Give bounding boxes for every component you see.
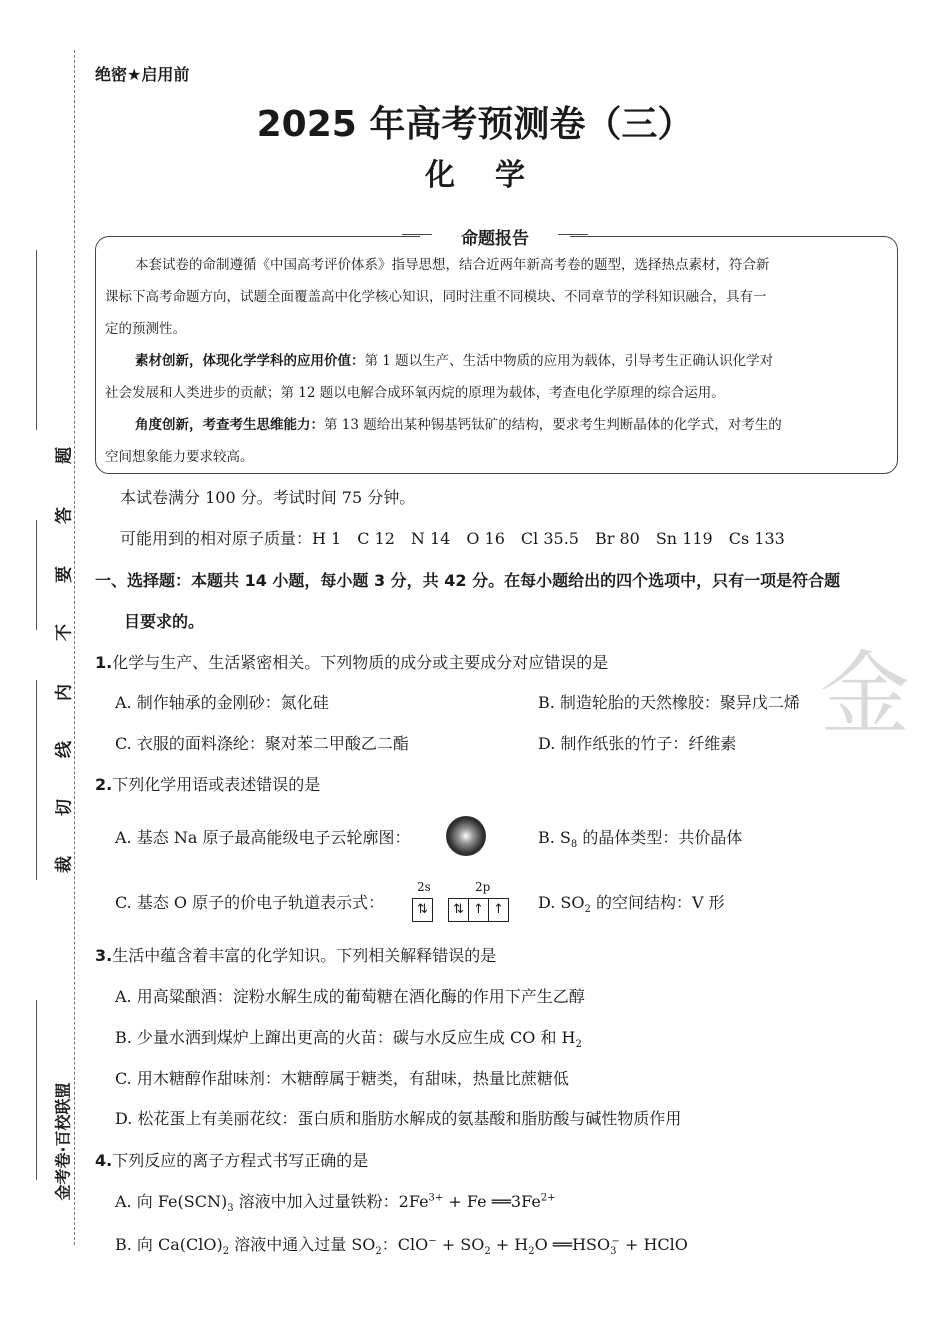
report-line (105, 409, 925, 441)
question-stem: 生活中蕴含着丰富的化学知识。下列相关解释错误的是 (112, 946, 497, 965)
text: + Fe ══3Fe (443, 1192, 541, 1211)
report-line-text: 第 13 题给出某种锡基钙钛矿的结构，要求考生判断晶体的化学式，对考生的 (324, 417, 782, 433)
question-stem: 下列反应的离子方程式书写正确的是 (112, 1151, 369, 1170)
orbital-cell: ⇅ (417, 902, 428, 917)
watermark: 金 (820, 642, 910, 747)
subscript: 2 (584, 904, 591, 916)
orbital-label-2p: 2p (475, 880, 491, 894)
electron-cloud-image (446, 816, 486, 856)
report-heading (420, 218, 570, 252)
text: B. S (538, 828, 571, 847)
report-line: 空间想象能力要求较高。 (105, 449, 254, 465)
q3-option-a: A. 用高粱酿酒：淀粉水解生成的葡萄糖在酒化酶的作用下产生乙醇 (115, 987, 585, 1006)
orbital-cell: ↑ (493, 902, 504, 917)
margin-char: 内 (54, 684, 75, 701)
question-number: 2. (95, 775, 113, 794)
text: 的晶体类型：共价晶体 (577, 828, 743, 847)
q1-option-b: B. 制造轮胎的天然橡胶：聚异戊二烯 (538, 693, 800, 712)
text: D. SO (538, 893, 585, 912)
margin-rule (36, 250, 37, 430)
report-lead: 素材创新，体现化学学科的应用价值： (135, 353, 365, 369)
subscript: 3 (227, 1203, 234, 1215)
question-number: 3. (95, 946, 113, 965)
report-line: 课标下高考命题方向，试题全面覆盖高中化学核心知识，同时注重不同模块、不同章节的学科知识融合，具有一 (105, 289, 767, 305)
report-heading-text: 命题报告 (461, 229, 529, 249)
brand-vertical: 金考卷·百校联盟 (53, 1082, 73, 1201)
q2-option-d (538, 890, 725, 915)
margin-char: 答 (54, 507, 75, 524)
q2-option-c: C. 基态 O 原子的价电子轨道表示式： (115, 893, 385, 912)
text: + H (490, 1235, 529, 1254)
report-line: 本套试卷的命制遵循《中国高考评价体系》指导思想，结合近两年新高考卷的题型，选择热点素材，符合新 (135, 257, 770, 273)
subscript: 8 (570, 839, 578, 851)
margin-char: 裁 (54, 856, 75, 873)
subscript: 2 (222, 1246, 230, 1258)
report-lead: 角度创新，考查考生思维能力： (135, 417, 324, 433)
confidential-label: 绝密★启用前 (95, 65, 190, 84)
margin-rule (36, 680, 37, 880)
q1-option-a: A. 制作轴承的金刚砂：氮化硅 (115, 693, 329, 712)
q3-option-c: C. 用木糖醇作甜味剂：木糖醇属于糖类，有甜味，热量比蔗糖低 (115, 1069, 569, 1088)
orbital-label-2s: 2s (417, 880, 431, 894)
margin-rule (36, 520, 37, 630)
text: 溶液中通入过量 SO (229, 1235, 376, 1254)
text: A. 向 Fe(SCN) (115, 1192, 228, 1211)
q3-option-d: D. 松花蛋上有美丽花纹：蛋白质和脂肪水解成的氨基酸和脂肪酸与碱性物质作用 (115, 1109, 682, 1128)
text: + HClO (619, 1235, 688, 1254)
section-heading: 一、选择题：本题共 14 小题，每小题 3 分，共 42 分。在每小题给出的四个选项中，只有一项是符合题 (95, 571, 841, 590)
q4-option-b (115, 1232, 688, 1257)
q4-option-a (115, 1189, 556, 1214)
q2-option-a: A. 基态 Na 原子最高能级电子云轮廓图： (115, 828, 411, 847)
text: 的空间结构：V 形 (590, 893, 725, 912)
q2-option-b (538, 825, 742, 850)
text: O ══HSO (534, 1235, 611, 1254)
subscript: 2 (375, 1246, 382, 1258)
subscript: 2 (528, 1246, 535, 1258)
question-3 (95, 943, 496, 966)
text: + SO (436, 1235, 485, 1254)
margin-rule (36, 1000, 37, 1180)
margin-char: 题 (54, 447, 75, 464)
subscript: 2 (484, 1246, 491, 1258)
section-heading-cont: 目要求的。 (124, 612, 205, 631)
text: ：ClO (381, 1235, 429, 1254)
exam-title: 2025 年高考预测卷（三） (256, 104, 694, 145)
question-number: 4. (95, 1151, 113, 1170)
q1-option-c: C. 衣服的面料涤纶：聚对苯二甲酸乙二酯 (115, 734, 409, 753)
orbital-box-2p (448, 898, 509, 922)
question-stem: 化学与生产、生活紧密相关。下列物质的成分或主要成分对应错误的是 (112, 653, 609, 672)
margin-char: 切 (54, 799, 75, 816)
question-4 (95, 1148, 368, 1171)
heading-rule-right (558, 234, 588, 235)
question-1 (95, 650, 608, 673)
q3-option-b (115, 1025, 582, 1050)
report-line: 定的预测性。 (105, 321, 186, 337)
q1-option-d: D. 制作纸张的竹子：纤维素 (538, 734, 737, 753)
text: B. 向 Ca(ClO) (115, 1235, 223, 1254)
margin-char: 不 (54, 624, 75, 641)
margin-char: 线 (54, 741, 75, 758)
report-line (105, 345, 925, 377)
report-line: 社会发展和人类进步的贡献；第 12 题以电解合成环氧丙烷的原理为载体，考查电化学原理的综合运用。 (105, 385, 725, 401)
binding-dashed-line (74, 50, 75, 1245)
subscript: 2 (575, 1039, 582, 1051)
superscript: − (428, 1235, 437, 1247)
orbital-cell: ↑ (469, 899, 489, 921)
heading-rule-left (402, 234, 432, 235)
question-2 (95, 772, 320, 795)
atomic-masses: 可能用到的相对原子质量：H 1 C 12 N 14 O 16 Cl 35.5 Br 80 Sn 119 Cs 133 (120, 529, 785, 548)
superscript: 3+ (428, 1192, 444, 1204)
text: B. 少量水洒到煤炉上蹿出更高的火苗：碳与水反应生成 CO 和 H (115, 1028, 576, 1047)
orbital-cell: ⇅ (449, 899, 469, 921)
subscript: 3 (610, 1246, 617, 1258)
superscript: − (611, 1235, 620, 1247)
score-time: 本试卷满分 100 分。考试时间 75 分钟。 (120, 488, 416, 507)
subject-title: 化学 (425, 158, 565, 193)
margin-char: 要 (54, 566, 75, 583)
superscript: 2+ (540, 1192, 556, 1204)
orbital-box-2s (412, 898, 433, 922)
question-stem: 下列化学用语或表述错误的是 (112, 775, 321, 794)
text: 溶液中加入过量铁粉：2Fe (233, 1192, 429, 1211)
report-line-text: 第 1 题以生产、生活中物质的应用为载体，引导考生正确认识化学对 (364, 353, 774, 369)
question-number: 1. (95, 653, 113, 672)
